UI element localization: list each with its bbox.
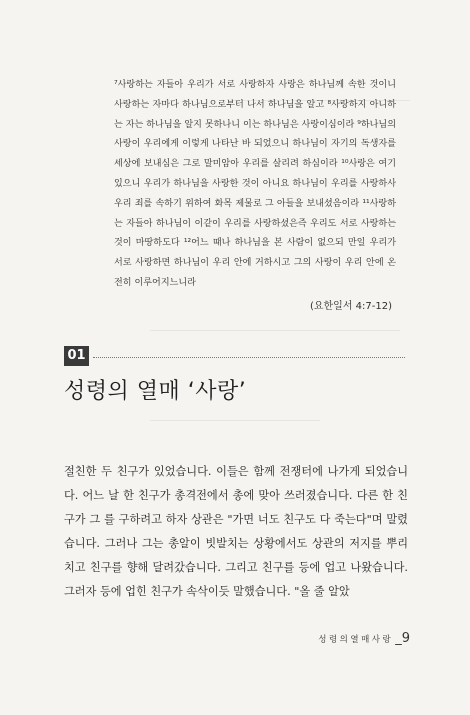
scripture-passage: ⁷사랑하는 자들아 우리가 서로 사랑하자 사랑은 하나님께 속한 것이니 사랑하는 자마다 하나님으로부터 나서 하나님을 알고 ⁸사랑하지 아니하는 자는 하나님을 알지 못하나니 이는 하나님은 사랑이심이라 ⁹하나님의 사랑이 우리에게 이렇게 나타난 바 되었으니 하나님이 자기의 독생자를 세상에 보내심은 그로 말미암아 우리를 살리려 하심이라 ¹⁰사랑은 여기 있으니 우리가 하나님을 사랑한 것이 아니요 하나님이 우리를 사랑하사 우리 죄를 속하기 위하여 화목 제물로 그 아들을 보내셨음이라 ¹¹사랑하는 자들아 하나님이 이같이 우리를 사랑하셨은즉 우리도 서로 사랑하는 것이 마땅하도다 ¹²어느 때나 하나님을 본 사람이 없으되 만일 우리가 서로 사랑하면 하나님이 우리 안에 거하시고 그의 사랑이 우리 안에 온전히 이루어지느니라	[114, 80, 396, 288]
running-head: 성령의열매사랑	[318, 635, 394, 645]
show-through-line	[150, 330, 400, 331]
section-divider	[93, 357, 405, 358]
page-number: _9	[395, 631, 410, 646]
body-paragraph: 절친한 두 친구가 있었습니다. 이들은 함께 전쟁터에 나가게 되었습니다. 어느 날 한 친구가 총격전에서 총에 맞아 쓰러졌습니다. 다른 한 친구가 그 를 구하려고 하자 상관은 "가면 너도 친구도 다 죽는다"며 말렸습니다. 그러나 그는 총알이 빗발치는 상황에서도 상관의 저지를 뿌리치고 친구를 향해 달려갔습니다. 그리고 친구를 등에 업고 나왔습니다. 그러자 등에 업힌 친구가 속삭이듯 말했습니다. "올 줄 알았	[64, 465, 408, 598]
show-through-line	[150, 420, 320, 421]
scripture-reference: (요한일서 4:7-12)	[309, 301, 392, 312]
section-title: 성령의 열매 ‘사랑’	[64, 379, 247, 404]
section-number-badge: 01	[64, 346, 89, 366]
page-footer	[318, 631, 410, 646]
